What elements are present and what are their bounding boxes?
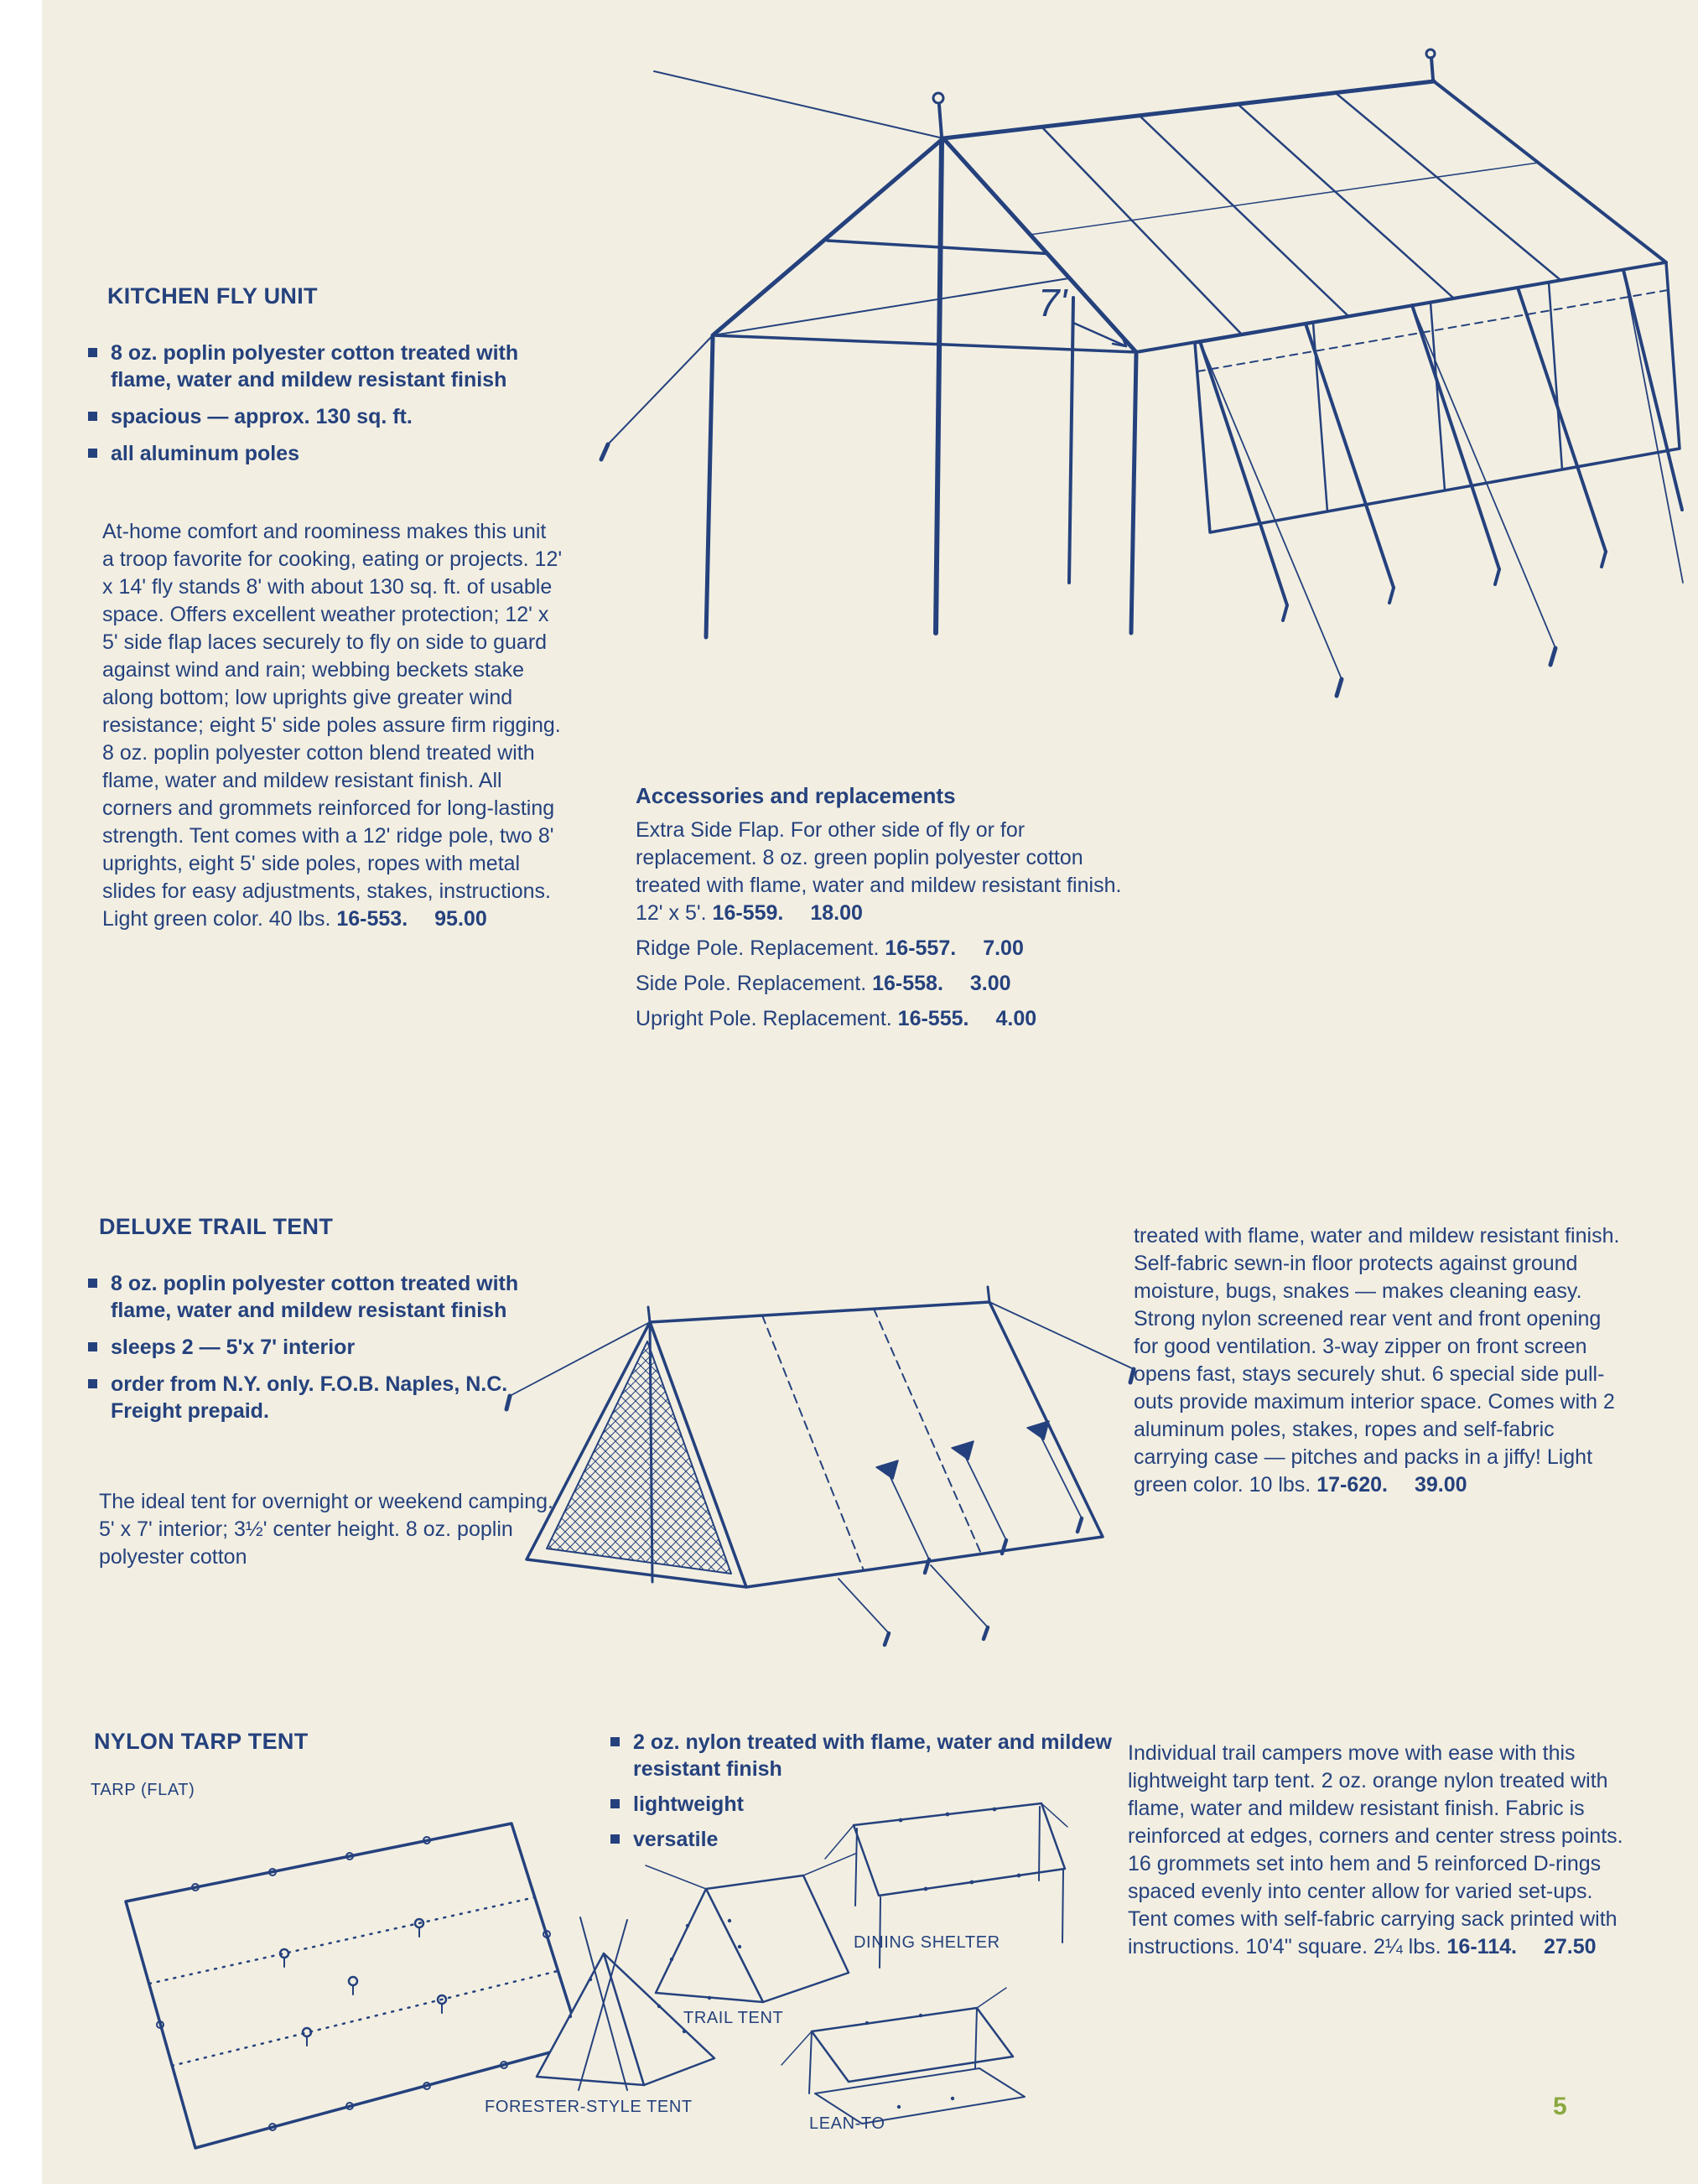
- lean-to-label: LEAN-TO: [809, 2114, 885, 2133]
- bullet-text: order from N.Y. only. F.O.B. Naples, N.C. Freight prepaid.: [111, 1372, 508, 1423]
- tarp-description: [1128, 1740, 1631, 1961]
- accessory-text: Side Pole. Replacement.: [636, 972, 873, 995]
- kitchen-fly-linework: [601, 49, 1683, 696]
- bullet-text: lightweight: [633, 1792, 744, 1816]
- bullet-text: all aluminum poles: [111, 442, 300, 465]
- accessory-code: 16-557.: [885, 936, 957, 960]
- tarp-section-heading: NYLON TARP TENT: [94, 1729, 309, 1754]
- accessories-line-ridge-pole: [636, 935, 1139, 962]
- bullet-text: 2 oz. nylon treated with flame, water and mildew resistant finish: [633, 1730, 1112, 1781]
- forester-style-tent-label: FORESTER-STYLE TENT: [485, 2098, 693, 2116]
- kitchen-bullet-list: [88, 340, 558, 467]
- accessory-text: Ridge Pole. Replacement.: [636, 936, 885, 960]
- trail-tent-illustration: [495, 1270, 1166, 1647]
- accessories-intro: [636, 817, 1139, 927]
- trail-description-text: treated with flame, water and mildew resistant finish. Self-fabric sewn-in floor protects against ground moisture, bugs, snakes — makes cleaning easy. Strong nylon screened rear vent and front opening for good ventilation. 3-way zipper on front screen opens fast, stays securely shut. 6 special side pull-outs provide maximum interior space. Comes with 2 aluminum poles, stakes, ropes and self-fabric carrying case — pitches and packs in a jiffy! Light green color. 10 lbs.: [1134, 1224, 1620, 1497]
- accessories-block: [636, 782, 1139, 1033]
- trail-section-heading: DELUXE TRAIL TENT: [99, 1214, 334, 1239]
- tarp-price: 27.50: [1543, 1935, 1597, 1958]
- accessory-price: 3.00: [969, 972, 1011, 995]
- trail-description-right: [1134, 1222, 1624, 1499]
- kitchen-description: [102, 518, 563, 933]
- kitchen-fly-illustration: [583, 46, 1690, 847]
- accessories-intro-code: 16-559.: [712, 901, 784, 925]
- kitchen-bullet-3: [88, 440, 558, 467]
- page-left-margin: [0, 0, 42, 2184]
- bullet-text: 8 oz. poplin polyester cotton treated with flame, water and mildew resistant finish: [111, 341, 519, 392]
- bullet-square-icon: [88, 412, 97, 421]
- tarp-catalog-number: 16-114.: [1446, 1935, 1517, 1958]
- bullet-square-icon: [88, 1342, 97, 1351]
- accessories-line-upright-pole: [636, 1005, 1139, 1033]
- tarp-setups-linework: [537, 1803, 1067, 2124]
- accessory-code: 16-558.: [872, 972, 943, 995]
- bullet-square-icon: [88, 1379, 97, 1388]
- accessories-line-side-pole: [636, 970, 1139, 998]
- kitchen-bullet-1: [88, 340, 558, 393]
- kitchen-dimension-label: 7': [1038, 281, 1067, 324]
- trail-price: 39.00: [1415, 1473, 1467, 1497]
- kitchen-description-text: At-home comfort and roominess makes this unit a troop favorite for cooking, eating or projects. 12' x 14' fly stands 8' with about 130 sq. ft. of usable space. Offers excellent weather protection; 12' x 5' side flap laces securely to fly on side to guard against wind and rain; webbing beckets stake along bottom; low uprights give greater wind resistance; eight 5' side poles assure firm rigging. 8 oz. poplin polyester cotton blend treated with flame, water and mildew resistant finish. All corners and grommets reinforced for long-lasting strength. Tent comes with a 12' ridge pole, two 8' uprights, eight 5' side poles, ropes with metal slides for easy adjustments, stakes, instructions. Light green color. 40 lbs.: [102, 520, 563, 931]
- accessory-price: 4.00: [995, 1007, 1037, 1030]
- accessory-code: 16-555.: [897, 1007, 969, 1030]
- trail-bullet-2: [88, 1334, 558, 1361]
- trail-tent-linework: [506, 1287, 1134, 1645]
- accessories-intro-text: Extra Side Flap. For other side of fly or for replacement. 8 oz. green poplin polyester cotton treated with flame, water and mildew resistant finish. 12' x 5'.: [636, 818, 1122, 925]
- bullet-text: versatile: [633, 1828, 719, 1851]
- kitchen-price: 95.00: [434, 907, 487, 931]
- tarp-bullet-1: [610, 1729, 1114, 1782]
- tarp-flat-label: TARP (FLAT): [91, 1781, 195, 1799]
- trail-bullet-3: [88, 1371, 558, 1424]
- bullet-text: spacious — approx. 130 sq. ft.: [111, 405, 413, 428]
- accessory-price: 7.00: [983, 936, 1024, 960]
- trail-description-left: The ideal tent for overnight or weekend camping. 5' x 7' interior; 3½' center height. 8 oz. poplin polyester cotton: [99, 1490, 553, 1569]
- bullet-text: 8 oz. poplin polyester cotton treated with flame, water and mildew resistant finish: [111, 1272, 519, 1322]
- trail-catalog-number: 17-620.: [1316, 1473, 1388, 1497]
- bullet-square-icon: [88, 449, 97, 458]
- trail-bullet-list: [88, 1270, 558, 1424]
- accessories-heading: Accessories and replacements: [636, 783, 956, 808]
- bullet-text: sleeps 2 — 5'x 7' interior: [111, 1336, 356, 1359]
- trail-tent-label: TRAIL TENT: [683, 2009, 784, 2027]
- kitchen-catalog-number: 16-553.: [336, 907, 408, 931]
- accessories-intro-price: 18.00: [810, 901, 863, 925]
- tarp-description-text: Individual trail campers move with ease with this lightweight tarp tent. 2 oz. orange nylon treated with flame, water and mildew resistant finish. Fabric is reinforced at edges, corners and center stress points. 16 grommets set into hem and 5 reinforced D-rings spaced evenly into center allow for varied set-ups. Tent comes with self-fabric carrying sack printed with instructions. 10'4" square. 2¼ lbs.: [1128, 1741, 1623, 1958]
- accessory-text: Upright Pole. Replacement.: [636, 1007, 898, 1030]
- kitchen-bullet-2: [88, 403, 558, 430]
- bullet-square-icon: [88, 348, 97, 357]
- bullet-square-icon: [88, 1279, 97, 1288]
- bullet-square-icon: [610, 1737, 620, 1746]
- dining-shelter-label: DINING SHELTER: [854, 1933, 1000, 1952]
- page-number: 5: [1553, 2093, 1567, 2120]
- trail-bullet-1: [88, 1270, 558, 1324]
- kitchen-section-heading: KITCHEN FLY UNIT: [107, 283, 318, 309]
